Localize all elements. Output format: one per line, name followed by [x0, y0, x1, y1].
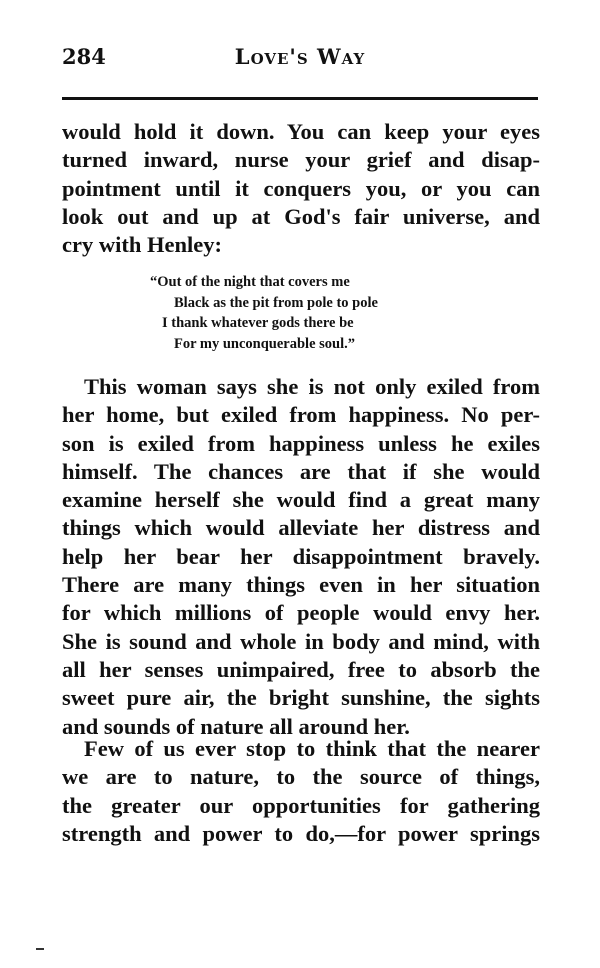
- text-line: look out and up at God's fair universe, and: [62, 203, 540, 229]
- text-line: cry with Henley:: [62, 232, 222, 258]
- poem-line: I thank whatever gods there be: [162, 315, 354, 331]
- text-line: the greater our opportunities for gathering: [62, 792, 540, 818]
- text-line: Few of us ever stop to think that the nearer: [84, 736, 540, 761]
- text-line: examine herself she would find a great many: [62, 487, 540, 513]
- text-line: strength and power to do,—for power springs: [62, 820, 540, 846]
- poem-quote: [150, 272, 378, 354]
- paragraph-1: [62, 118, 540, 259]
- text-line: himself. The chances are that if she would: [62, 458, 540, 484]
- text-line: This woman says she is not only exiled from: [84, 374, 540, 399]
- poem-line: “Out of the night that covers me: [150, 274, 350, 290]
- text-line: turned inward, nurse your grief and disap-: [62, 147, 540, 173]
- text-line: help her bear her disappointment bravely.: [62, 543, 540, 569]
- text-line: son is exiled from happiness unless he exiles: [62, 430, 540, 456]
- text-line: all her senses unimpaired, free to absorb the: [62, 656, 540, 682]
- text-line: things which would alleviate her distress and: [62, 515, 540, 541]
- text-line: her home, but exiled from happiness. No per-: [62, 402, 540, 428]
- text-line: would hold it down. You can keep your eyes: [62, 119, 540, 144]
- paragraph-2: [62, 373, 540, 741]
- running-header: [62, 44, 538, 74]
- scan-mark: [36, 948, 44, 950]
- paragraph-3: [62, 735, 540, 848]
- text-line: for which millions of people would envy her.: [62, 600, 540, 626]
- text-line: sweet pure air, the bright sunshine, the sights: [62, 685, 540, 711]
- text-line: pointment until it conquers you, or you can: [62, 175, 540, 201]
- poem-line: For my unconquerable soul.”: [174, 335, 356, 352]
- text-line: She is sound and whole in body and mind, with: [62, 628, 540, 654]
- header-rule: [62, 97, 538, 100]
- text-line: and sounds of nature all around her.: [62, 713, 410, 739]
- text-line: There are many things even in her situation: [62, 572, 540, 598]
- text-line: we are to nature, to the source of things,: [62, 764, 540, 790]
- running-title: Love's Way: [234, 44, 366, 69]
- page-number: 284: [62, 44, 106, 69]
- poem-line: Black as the pit from pole to pole: [174, 294, 378, 311]
